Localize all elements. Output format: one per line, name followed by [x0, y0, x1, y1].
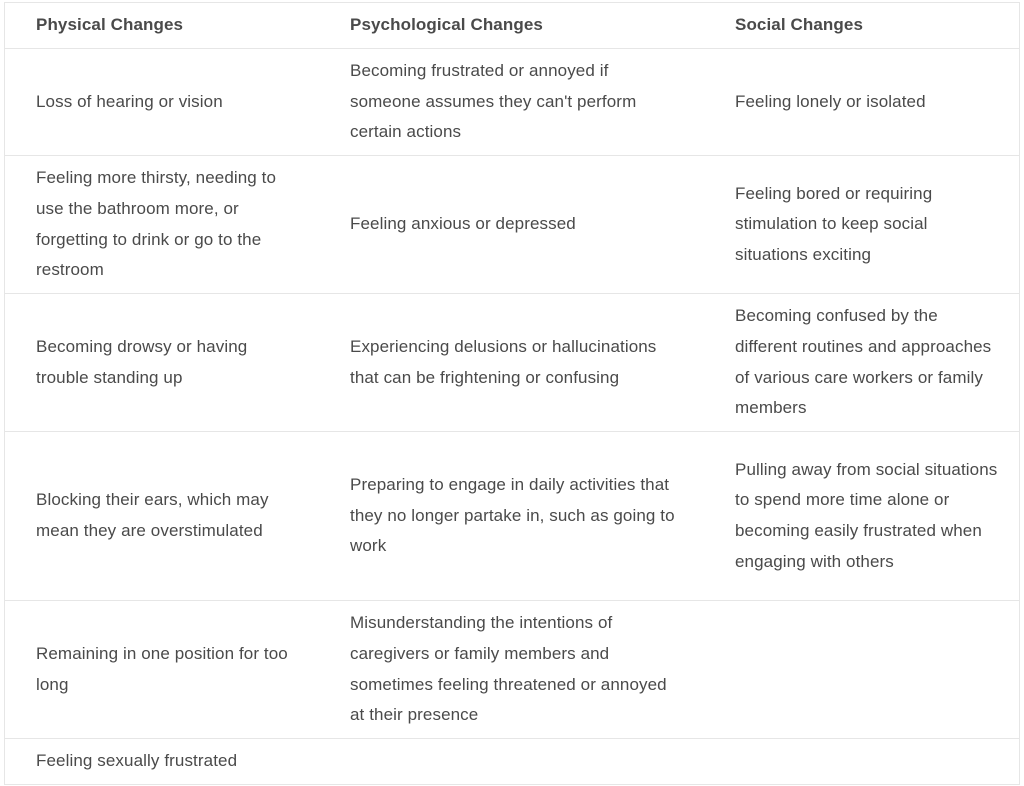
cell-text: Remaining in one position for too long	[36, 643, 288, 694]
table-cell-psychological	[319, 432, 700, 601]
table-row	[5, 739, 1019, 785]
table-cell-social	[700, 294, 1019, 432]
cell-text: Loss of hearing or vision	[36, 91, 223, 111]
header-label: Social Changes	[735, 15, 863, 35]
header-label: Psychological Changes	[350, 15, 543, 35]
table-row	[5, 156, 1019, 294]
table-cell-social	[700, 432, 1019, 601]
cell-text: Becoming frustrated or annoyed if someone assumes they can't perform certain actions	[350, 61, 637, 142]
table-cell-physical	[5, 156, 319, 294]
table-cell-physical	[5, 739, 319, 785]
table-cell-psychological	[319, 739, 700, 785]
cell-text: Preparing to engage in daily activities that they no longer partake in, such as going to work	[350, 475, 675, 556]
cell-text: Feeling more thirsty, needing to use the bathroom more, or forgetting to drink or go to the restroom	[36, 168, 277, 280]
cell-text: Experiencing delusions or hallucinations that can be frightening or confusing	[350, 336, 657, 387]
table-cell-psychological	[319, 601, 700, 739]
table-cell-social	[700, 49, 1019, 156]
table-cell-physical	[5, 294, 319, 432]
header-social-changes	[700, 3, 1019, 49]
table-cell-physical	[5, 49, 319, 156]
changes-table	[5, 3, 1019, 784]
table-header-row	[5, 3, 1019, 49]
table-cell-social	[700, 739, 1019, 785]
changes-table-container	[4, 2, 1020, 785]
table-cell-psychological	[319, 294, 700, 432]
table-cell-psychological	[319, 156, 700, 294]
table-cell-physical	[5, 601, 319, 739]
header-physical-changes	[5, 3, 319, 49]
table-row	[5, 432, 1019, 601]
table-cell-social	[700, 156, 1019, 294]
cell-text: Pulling away from social situations to spend more time alone or becoming easily frustrated when engaging with others	[735, 459, 998, 571]
table-row	[5, 49, 1019, 156]
cell-text: Feeling bored or requiring stimulation to keep social situations exciting	[735, 183, 933, 264]
header-psychological-changes	[319, 3, 700, 49]
cell-text: Feeling sexually frustrated	[36, 751, 238, 771]
cell-text: Becoming confused by the different routines and approaches of various care workers or family members	[735, 306, 992, 418]
table-cell-social	[700, 601, 1019, 739]
cell-text: Blocking their ears, which may mean they are overstimulated	[36, 490, 269, 540]
cell-text: Becoming drowsy or having trouble standing up	[36, 336, 248, 387]
cell-text: Feeling anxious or depressed	[350, 214, 576, 234]
table-row	[5, 601, 1019, 739]
table-cell-physical	[5, 432, 319, 601]
table-cell-psychological	[319, 49, 700, 156]
cell-text: Misunderstanding the intentions of caregivers or family members and sometimes feeling threatened or annoyed at their presence	[350, 613, 667, 725]
cell-text: Feeling lonely or isolated	[735, 91, 926, 111]
table-row	[5, 294, 1019, 432]
header-label: Physical Changes	[36, 15, 184, 35]
